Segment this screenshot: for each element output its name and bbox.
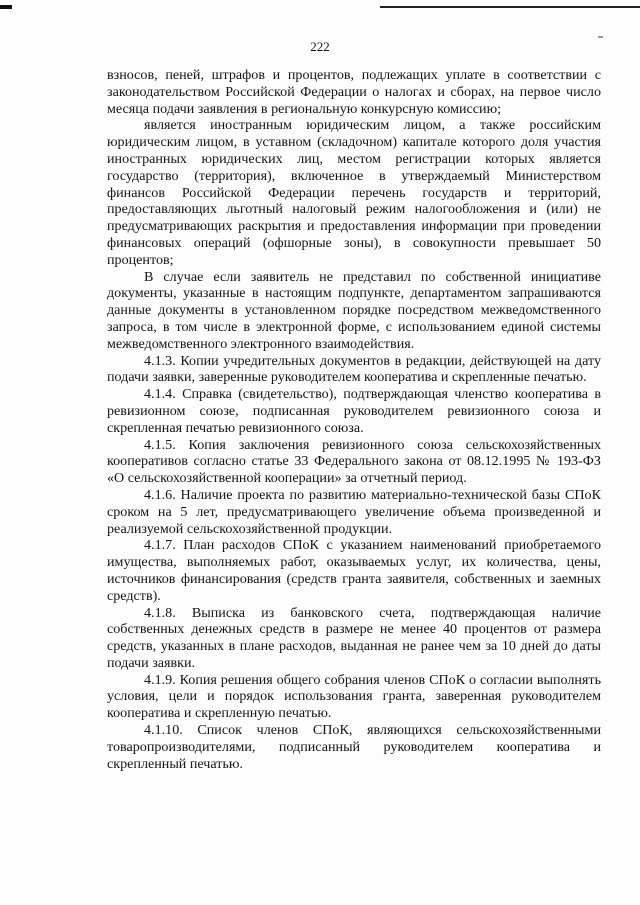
clause-4-1-5: 4.1.5. Копия заключения ревизионного союза сельскохозяйственных кооперативов согласно статье 33 Федерального закона от 08.12.1995 № 193-ФЗ «О сельскохозяйственной кооперации» за отчетный период.: [107, 436, 601, 487]
clause-4-1-8: 4.1.8. Выписка из банковского счета, подтверждающая наличие собственных денежных средств в размере не менее 40 процентов от размера средств, указанных в плане расходов, выданная не ранее чем за 10 дней до даты подачи заявки.: [107, 604, 601, 671]
clause-4-1-10: 4.1.10. Список членов СПоК, являющихся сельскохозяйственными товаропроизводителями, подписанный руководителем кооператива и скрепленный печатью.: [107, 722, 601, 772]
clause-4-1-3: 4.1.3. Копии учредительных документов в редакции, действующей на дату подачи заявки, заверенные руководителем кооператива и скрепленные печатью.: [107, 352, 601, 386]
clause-4-1-4: 4.1.4. Справка (свидетельство), подтверждающая членство кооператива в ревизионном союзе, подписанная руководителем ревизионного союза и скрепленная печатью ревизионного союза.: [107, 386, 601, 436]
scan-speck: [598, 36, 603, 38]
paragraph-interagency-request: В случае если заявитель не представил по собственной инициативе документы, указанные в настоящим подпункте, департаментом запрашиваются данные документы в установленном порядке посредством межведомственного запроса, в том числе в электронной форме, с использованием единой системы межведомственного электронного взаимодействия.: [107, 268, 601, 352]
page-number: 222: [310, 39, 330, 54]
header-rule: [380, 6, 640, 8]
document-body: [107, 67, 601, 772]
clause-4-1-6: 4.1.6. Наличие проекта по развитию материально-технической базы СПоК сроком на 5 лет, предусматривающего увеличение объема произведенной и реализуемой сельскохозяйственной продукции.: [107, 486, 601, 537]
paragraph-foreign-entity: является иностранным юридическим лицом, а также российским юридическим лицом, в уставном (складочном) капитале которого доля участия иностранных юридических лиц, местом регистрации которых является государство (территория), включенное в утверждаемый Министерством финансов Российской Федерации перечень государств и территорий, предоставляющих льготный налоговый режим налогообложения и (или) не предусматривающих раскрытия и предоставления информации при проведении финансовых операций (офшорные зоны), в совокупности превышает 50 процентов;: [107, 117, 601, 268]
scan-mark: [0, 5, 12, 9]
clause-4-1-7: 4.1.7. План расходов СПоК с указанием наименований приобретаемого имущества, выполняемых работ, оказываемых услуг, их количества, цены, источников финансирования (средств гранта заявителя, собственных и заемных средств).: [107, 537, 601, 604]
paragraph-arrears: взносов, пеней, штрафов и процентов, подлежащих уплате в соответствии с законодательством Российской Федерации о налогах и сборах, на первое число месяца подачи заявления в региональную конкурсную комиссию;: [107, 67, 601, 117]
clause-4-1-9: 4.1.9. Копия решения общего собрания членов СПоК о согласии выполнять условия, цели и порядок использования гранта, заверенная руководителем кооператива и скрепленную печатью.: [107, 671, 601, 722]
